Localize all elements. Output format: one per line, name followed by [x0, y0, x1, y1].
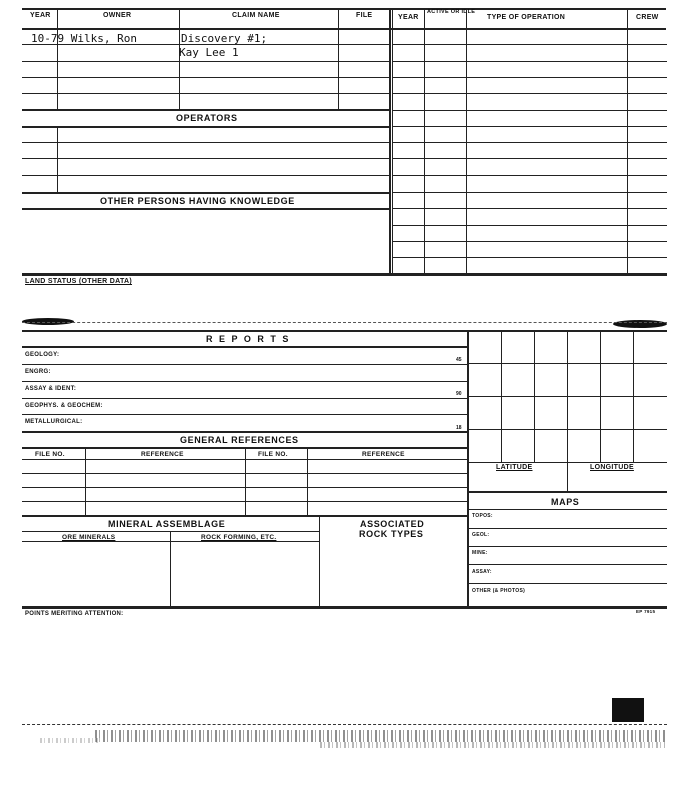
activity-row-rule: [392, 110, 667, 111]
associated-rock-types-line2: ROCK TYPES: [359, 529, 424, 539]
year-header: YEAR: [30, 12, 51, 19]
activity-row-rule: [392, 257, 667, 258]
form-code: EP 7915: [636, 609, 656, 614]
assay-number: 90: [456, 391, 462, 397]
reports-title: R E P O R T S: [206, 334, 291, 344]
claim-name-header: CLAIM NAME: [232, 12, 280, 19]
grid-horizontal-rule: [468, 363, 667, 364]
crew-header: CREW: [636, 14, 659, 21]
ore-minerals-header: ORE MINERALS: [62, 534, 116, 541]
land-status-label: LAND STATUS (OTHER DATA): [25, 278, 133, 285]
file-no-header-2: FILE NO.: [258, 451, 288, 458]
scan-artifact-block: [612, 698, 644, 722]
owner-entry: 10-79 Wilks, Ron: [31, 32, 137, 45]
geology-number: 45: [456, 357, 462, 363]
activity-year-header: YEAR: [398, 14, 419, 21]
scan-noise-band-1: [95, 730, 665, 742]
active-idle-header: ACTIVE OR IDLE: [427, 9, 476, 15]
type-of-operation-header: TYPE OF OPERATION: [487, 14, 566, 21]
owner-header: OWNER: [103, 12, 132, 19]
scan-noise-band-2: [320, 742, 665, 748]
engrg-label: ENGRG:: [25, 369, 51, 375]
maps-title: MAPS: [551, 497, 580, 507]
geophys-geochem-label: GEOPHYS. & GEOCHEM:: [25, 403, 103, 409]
grid-horizontal-rule: [468, 396, 667, 397]
activity-row-rule: [392, 175, 667, 176]
operators-label: OPERATORS: [176, 113, 238, 123]
latitude-label: LATITUDE: [496, 464, 533, 471]
rock-forming-header: ROCK FORMING, ETC.: [201, 534, 277, 541]
scan-noise-band-3: [40, 738, 100, 743]
topos-label: TOPOS:: [472, 513, 493, 519]
geol-label: GEOL:: [472, 532, 490, 538]
scan-artifact-line: [22, 724, 667, 725]
activity-row-rule: [392, 158, 667, 159]
activity-row-rule: [392, 126, 667, 127]
assay-map-label: ASSAY:: [472, 569, 492, 575]
reference-header-1: REFERENCE: [141, 451, 184, 458]
other-photos-label: OTHER (& PHOTOS): [472, 588, 526, 594]
activity-row-rule: [392, 241, 667, 242]
claim-name-line2: Kay Lee 1: [179, 46, 239, 59]
grid-horizontal-rule: [468, 429, 667, 430]
activity-row-rule: [392, 93, 667, 94]
metallurgical-label: METALLURGICAL:: [25, 419, 83, 425]
general-references-title: GENERAL REFERENCES: [180, 435, 299, 445]
associated-rock-types-line1: ASSOCIATED: [360, 519, 425, 529]
mineral-assemblage-title: MINERAL ASSEMBLAGE: [108, 519, 226, 529]
metallurgical-number: 18: [456, 425, 462, 431]
activity-row-rule: [392, 142, 667, 143]
assay-ident-label: ASSAY & IDENT:: [25, 386, 77, 392]
points-meriting-attention-label: POINTS MERITING ATTENTION:: [25, 611, 124, 617]
other-persons-label: OTHER PERSONS HAVING KNOWLEDGE: [100, 196, 295, 206]
geology-label: GEOLOGY:: [25, 352, 60, 358]
file-no-header-1: FILE NO.: [35, 451, 65, 458]
longitude-label: LONGITUDE: [590, 464, 634, 471]
activity-row-rule: [392, 192, 667, 193]
reference-header-2: REFERENCE: [362, 451, 405, 458]
activity-row-rule: [392, 61, 667, 62]
activity-row-rule: [392, 225, 667, 226]
mine-label: MINE:: [472, 550, 488, 556]
activity-row-rule: [392, 208, 667, 209]
claim-name-line1: Discovery #1;: [181, 32, 268, 45]
activity-row-rule: [392, 77, 667, 78]
activity-row-rule: [392, 44, 667, 45]
file-header: FILE: [356, 12, 373, 19]
